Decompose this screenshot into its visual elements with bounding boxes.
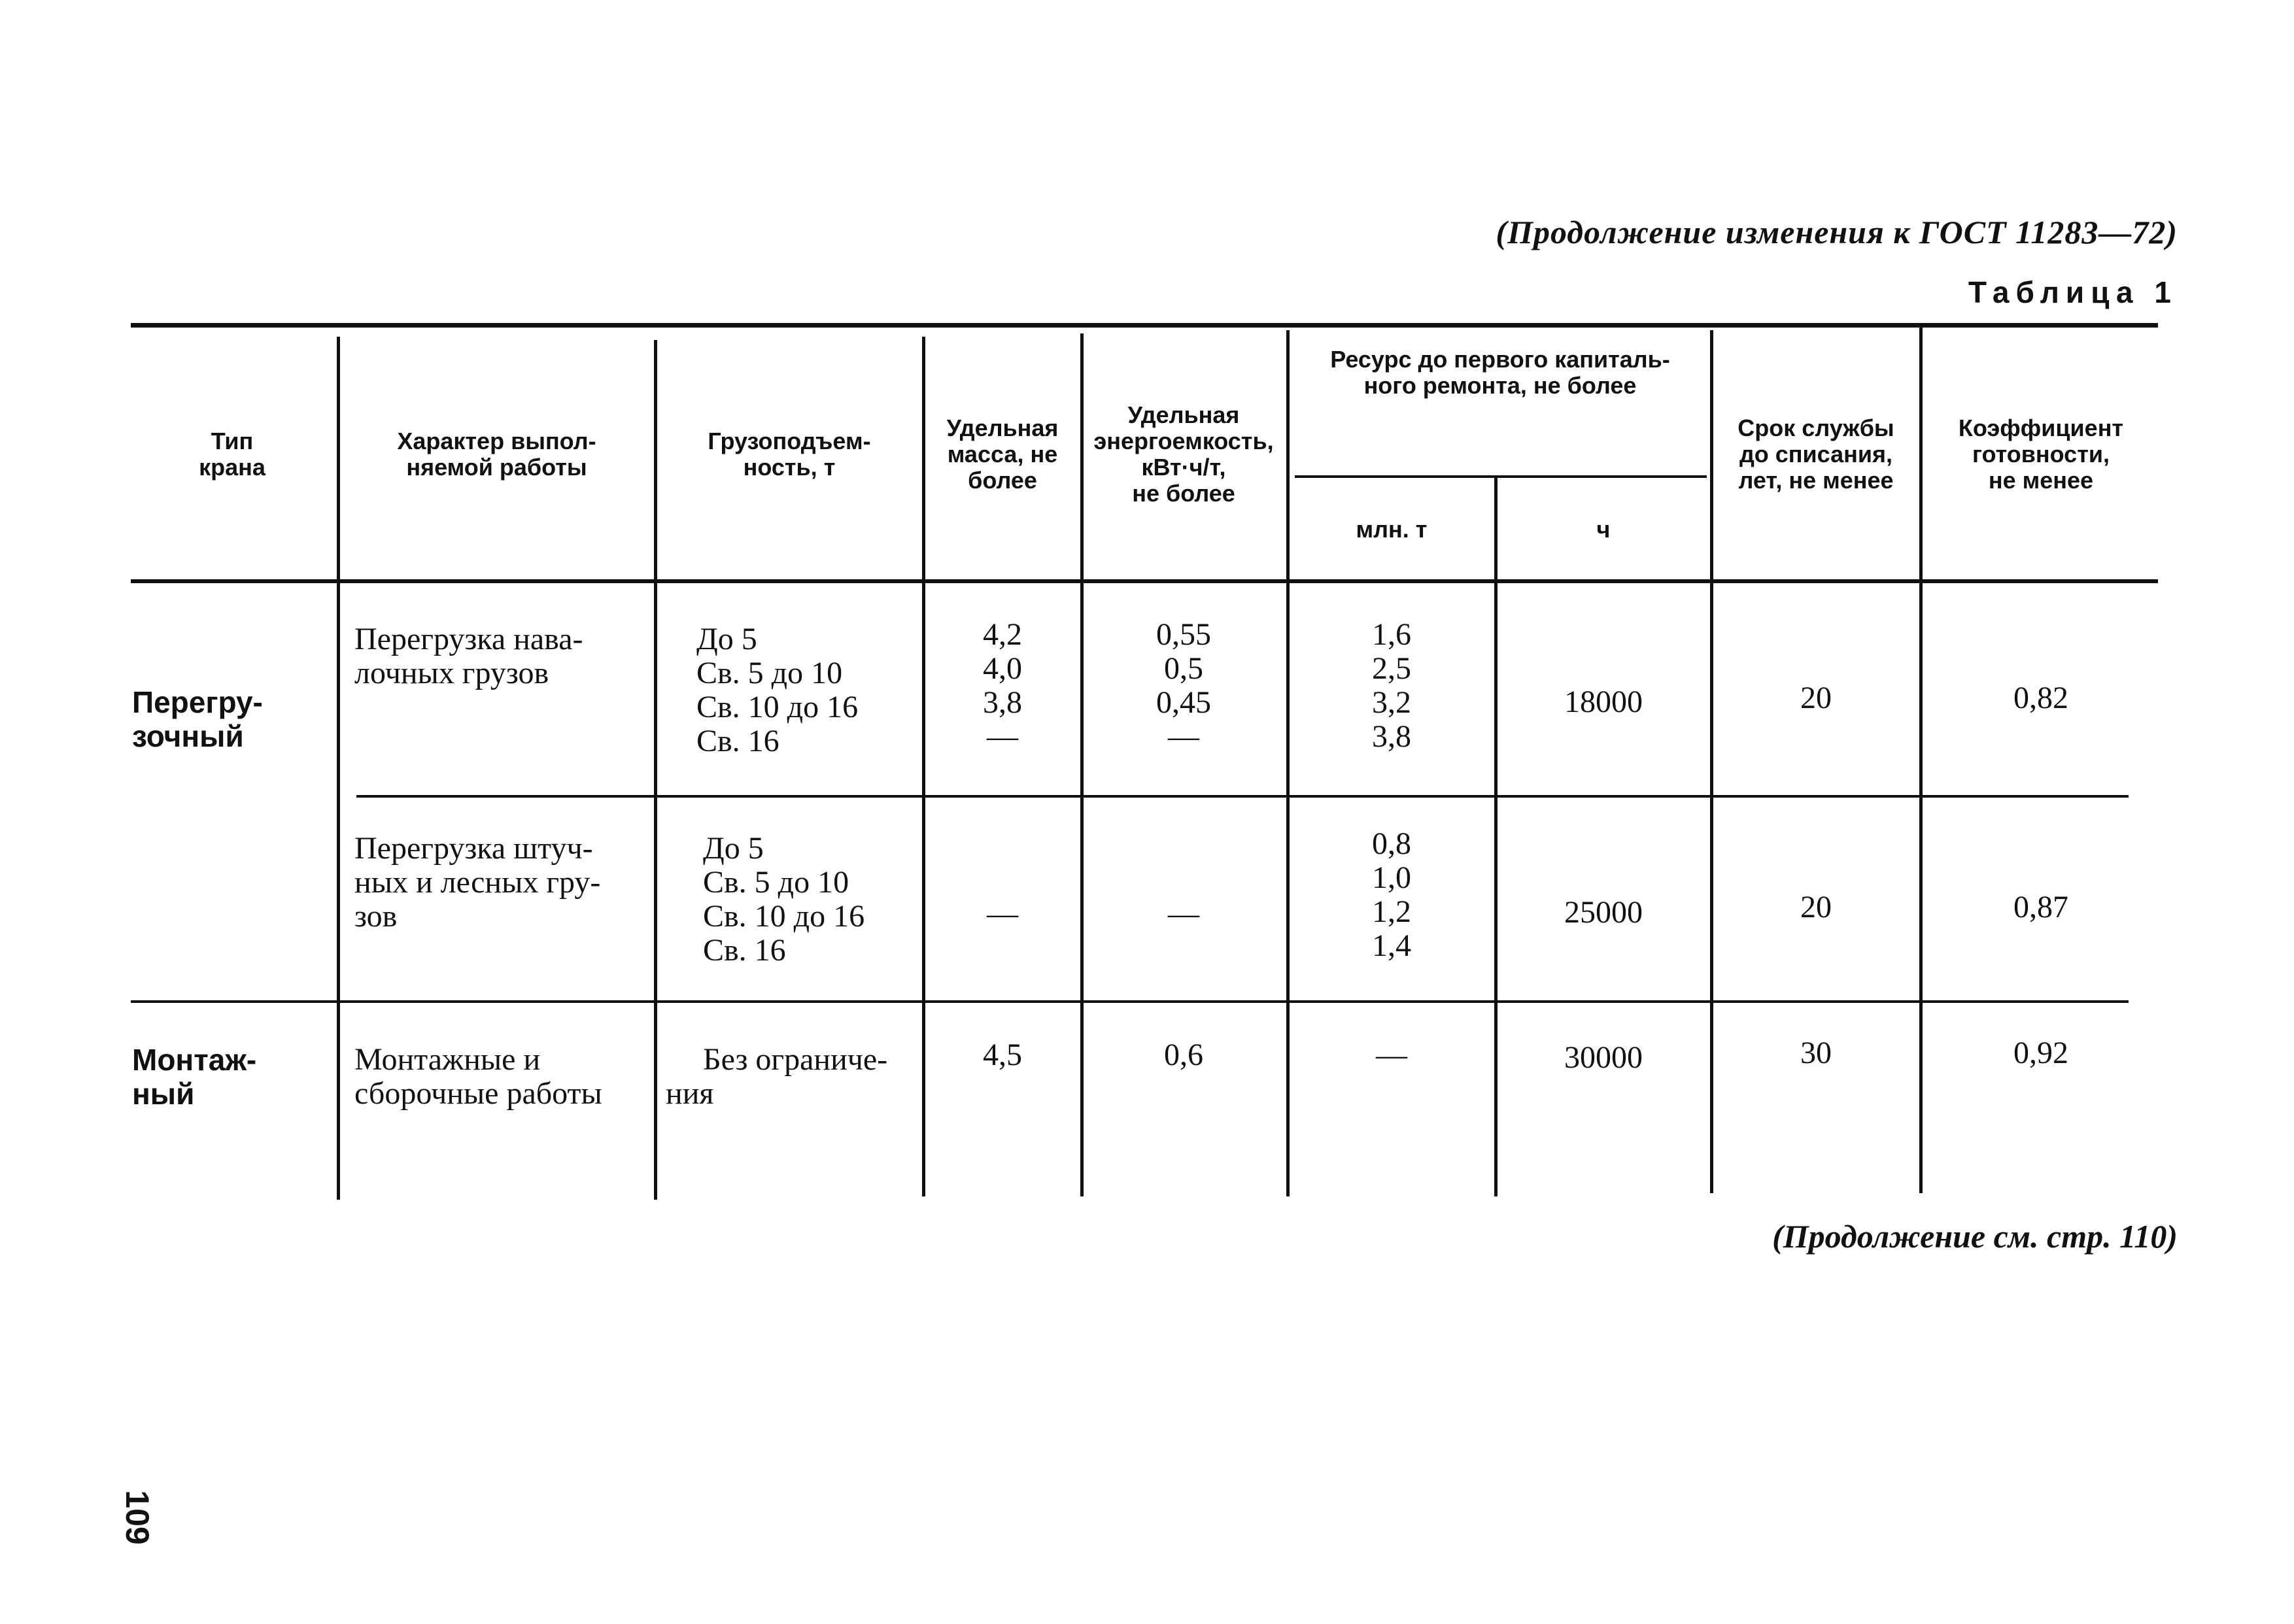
row3-service-life: 30 bbox=[1800, 1036, 1832, 1070]
row1-work-nature: Перегрузка нава- лочных грузов bbox=[354, 622, 583, 690]
column-rule bbox=[922, 337, 925, 1196]
row1-readiness: 0,82 bbox=[2013, 681, 2068, 715]
header-crane-type: Тип крана bbox=[199, 428, 265, 481]
header-work-nature: Характер выпол- няемой работы bbox=[397, 428, 596, 481]
column-rule bbox=[337, 337, 340, 1200]
table-label: Таблица 1 bbox=[1968, 275, 2178, 309]
row1-capacity: До 5 Св. 5 до 10 Св. 10 до 16 Св. 16 bbox=[696, 622, 859, 758]
continuation-note: (Продолжение см. стр. 110) bbox=[1772, 1218, 2178, 1255]
row3-readiness: 0,92 bbox=[2013, 1036, 2068, 1070]
row2-resource-hours: 25000 bbox=[1564, 895, 1643, 930]
row3-specific-energy: 0,6 bbox=[1164, 1038, 1203, 1072]
row1-resource-hours: 18000 bbox=[1564, 685, 1643, 719]
row2-resource-mln-t: 0,8 1,0 1,2 1,4 bbox=[1372, 826, 1411, 963]
header-readiness: Коэффициент готовности, не менее bbox=[1958, 414, 2124, 494]
resource-subheader-rule bbox=[1295, 475, 1707, 478]
row3-resource-mln-t: — bbox=[1376, 1038, 1407, 1072]
header-resource: Ресурс до первого капиталь- ного ремонта, не более bbox=[1330, 346, 1670, 399]
column-rule bbox=[1286, 330, 1290, 1196]
row2-capacity: До 5 Св. 5 до 10 Св. 10 до 16 Св. 16 bbox=[703, 831, 865, 968]
header-bottom-rule bbox=[131, 579, 2158, 583]
row3-work-nature: Монтажные и сборочные работы bbox=[354, 1042, 602, 1111]
header-resource-mln-t: млн. т bbox=[1356, 516, 1428, 543]
header-resource-hours: ч bbox=[1596, 516, 1611, 543]
header-specific-mass: Удельная масса, не более bbox=[946, 414, 1059, 494]
row-separator-2 bbox=[131, 1000, 2129, 1003]
row1-resource-mln-t: 1,6 2,5 3,2 3,8 bbox=[1372, 617, 1411, 754]
row3-specific-mass: 4,5 bbox=[983, 1038, 1022, 1072]
row3-crane-type: Монтаж- ный bbox=[132, 1043, 257, 1111]
column-rule bbox=[1919, 327, 1923, 1193]
column-rule bbox=[1710, 330, 1713, 1193]
table-top-rule bbox=[131, 323, 2158, 328]
row2-readiness: 0,87 bbox=[2013, 890, 2068, 924]
row2-specific-mass: — bbox=[987, 896, 1018, 931]
header-service-life: Срок службы до списания, лет, не менее bbox=[1738, 414, 1894, 494]
column-rule bbox=[1494, 478, 1498, 1196]
header-capacity: Грузоподъем- ность, т bbox=[708, 428, 871, 481]
header-specific-energy: Удельная энергоемкость, кВт·ч/т, не более bbox=[1093, 401, 1274, 507]
row-separator-1 bbox=[356, 795, 2129, 798]
row2-work-nature: Перегрузка штуч- ных и лесных гру- зов bbox=[354, 831, 601, 934]
row2-specific-energy: — bbox=[1168, 896, 1199, 931]
row2-service-life: 20 bbox=[1800, 890, 1832, 924]
column-rule bbox=[654, 340, 657, 1200]
row3-resource-hours: 30000 bbox=[1564, 1040, 1643, 1075]
row1-crane-type: Перегру- зочный bbox=[132, 685, 263, 753]
row3-capacity: Без ограниче- ния bbox=[666, 1042, 888, 1111]
row1-service-life: 20 bbox=[1800, 681, 1832, 715]
row1-specific-energy: 0,55 0,5 0,45 — bbox=[1156, 617, 1211, 754]
running-header: (Продолжение изменения к ГОСТ 11283—72) bbox=[1496, 214, 2178, 250]
page-number: 109 bbox=[119, 1490, 156, 1545]
row1-specific-mass: 4,2 4,0 3,8 — bbox=[983, 617, 1022, 754]
